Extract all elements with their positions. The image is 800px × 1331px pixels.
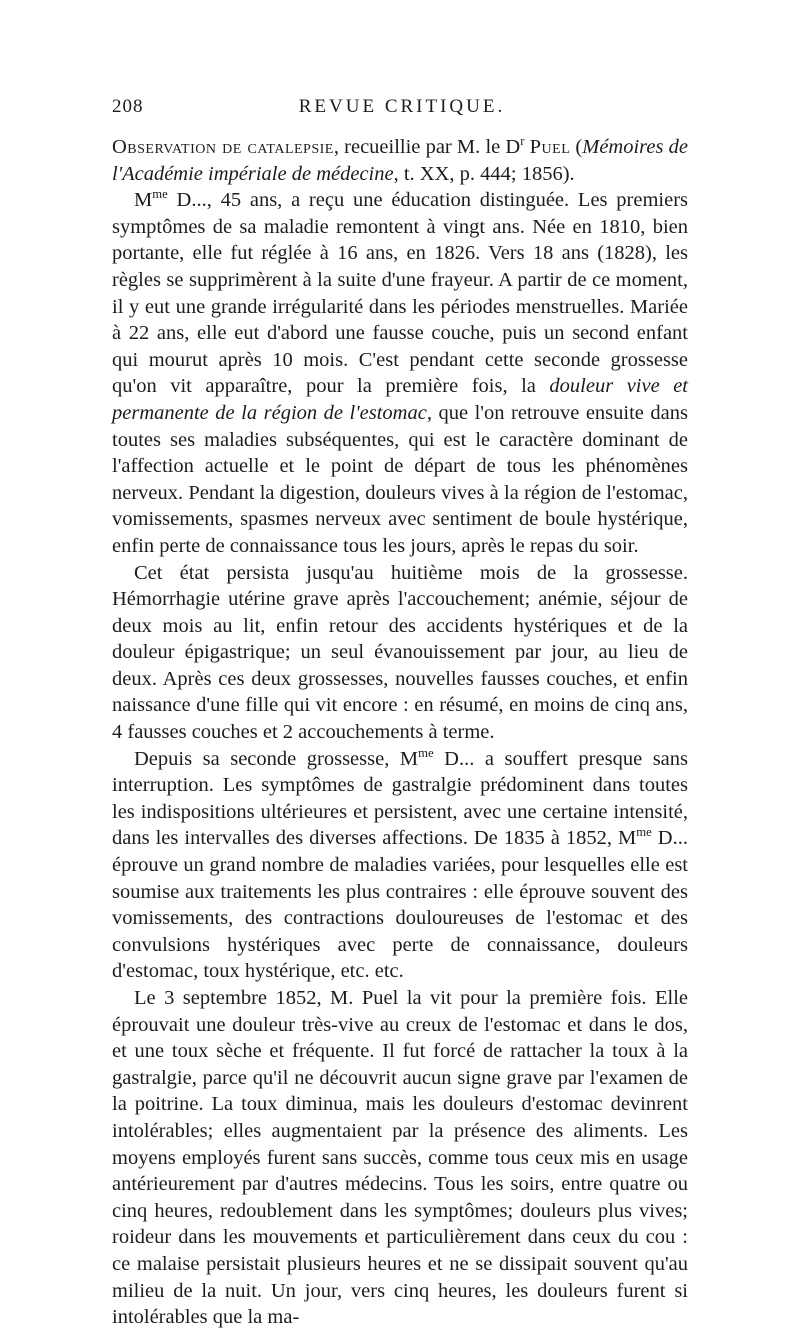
p1-sup: me <box>152 187 168 202</box>
p3-c: D... éprouve un grand nombre de maladies variées, pour lesquelles elle est soumise aux traitements les plus contraires : elle éprouve souvent des vomissements, des contractions douloureuses de l'estomac et des convulsions hystériques avec perte de connaissance, douleurs d'estomac, toux hystérique, etc. etc. <box>112 827 688 983</box>
observation-author: Puel <box>529 136 571 158</box>
observation-text-c: , t. XX, p. 444; 1856). <box>393 162 575 185</box>
paragraph-2: Cet état persista jusqu'au huitième mois de la grossesse. Hémorrhagie utérine grave après l'accouchement; anémie, séjour de deux mois au lit, enfin retour des accidents hystériques et de la douleur épigastrique; un seul évanouissement par jour, au lieu de deux. Après ces deux grossesses, nouvelles fausses couches, et enfin naissance d'une fille qui vit encore : en résumé, en moins de cinq ans, 4 fausses couches et 2 accouchements à terme. <box>112 561 688 744</box>
p3-sup-2: me <box>636 825 652 840</box>
paragraph-4: Le 3 septembre 1852, M. Puel la vit pour la première fois. Elle éprouvait une douleur très-vive au creux de l'estomac et dans le dos, et une toux sèche et fréquente. Il fut forcé de rattacher la toux à la gastralgie, parce qu'il ne découvrit aucun signe grave par l'examen de la poitrine. La toux diminua, mais les douleurs d'estomac devinrent intolérables; elles augmentaient par la présence des aliments. Les moyens employés furent sans succès, comme tous ceux mis en usage antérieurement par d'autres médecins. Tous les soirs, entre quatre ou cinq heures, redoublement dans les symptômes; douleurs plus vives; roideur dans les mouvements et particulièrement dans ceux du cou : ce malaise persistait plusieurs heures et ne se dissipait souvent qu'au milieu de la nuit. Un jour, vers cinq heures, les douleurs furent si intolérables que la ma- <box>112 987 688 1329</box>
observation-text-b: ( <box>570 136 583 158</box>
p1-a: M <box>134 189 153 212</box>
p1-italic: douleur vive et permanente de la région de l'estomac <box>112 375 688 424</box>
page-number: 208 <box>112 96 144 117</box>
paragraph-3 <box>112 746 688 985</box>
p1-b: D..., 45 ans, a reçu une éducation distinguée. Les premiers symptômes de sa maladie remontent à vingt ans. Née en 1810, bien portante, elle fut réglée à 16 ans, en 1826. Vers 18 ans (1828), les règles se supprimèrent à la suite d'une frayeur. A partir de ce moment, il y eut une grande irrégularité dans les périodes menstruelles. Mariée à 22 ans, elle eut d'abord une fausse couche, puis un second enfant qui mourut après 10 mois. C'est pendant cette seconde grossesse qu'on vit apparaître, pour la première fois, la <box>112 189 688 398</box>
observation-label: Observation de catalepsie <box>112 136 334 158</box>
page-header <box>112 96 692 120</box>
running-title: REVUE CRITIQUE. <box>298 96 506 117</box>
p3-sup-1: me <box>418 745 434 760</box>
p1-c: , que l'on retrouve ensuite dans toutes ses maladies subséquentes, qui est le caractère dominant de l'affection actuelle et le point de départ de tous les phénomènes nerveux. Pendant la digestion, douleurs vives à la région de l'estomac, vomissements, spasmes nerveux avec sentiment de boule hystérique, enfin perte de connaissance tous les jours, après le repas du soir. <box>112 401 688 557</box>
observation-citation: Mémoires de l'Académie impériale de médecine <box>112 136 688 185</box>
observation-heading <box>112 134 688 187</box>
p3-a: Depuis sa seconde grossesse, M <box>134 747 419 770</box>
page-body <box>112 134 688 1331</box>
p3-b: D... a souffert presque sans interruption. Les symptômes de gastralgie prédominent dans toutes les indispositions ultérieures et persistent, avec une certaine intensité, dans les intervalles des diverses affections. De 1835 à 1852, M <box>112 747 688 850</box>
observation-text-a: , recueillie par M. le D <box>333 136 521 158</box>
paragraph-1 <box>112 187 688 559</box>
observation-sup: r <box>520 134 525 149</box>
